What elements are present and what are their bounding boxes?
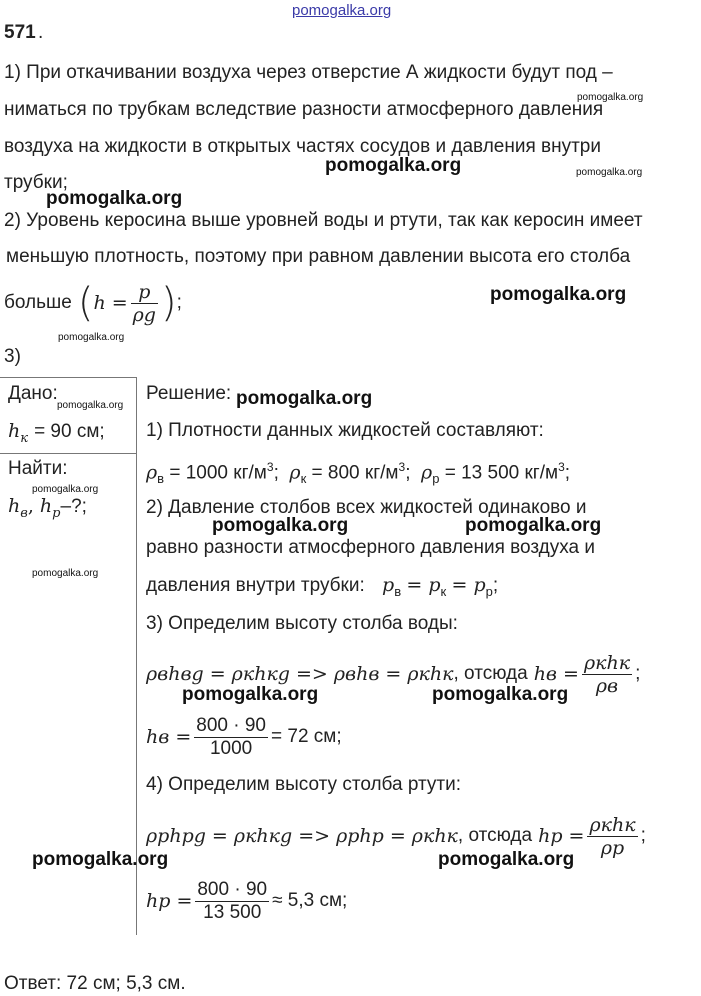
problem-number-dot: . — [38, 22, 44, 43]
find-values: $h_в$, $h_р-$?; — [8, 495, 87, 521]
watermark-top[interactable]: pomogalka.org — [292, 2, 392, 19]
part2-suffix: ; — [176, 292, 182, 313]
step4-calc-lhs: hр = — [146, 890, 193, 912]
formula-fraction — [131, 281, 158, 326]
watermark-big: pomogalka.org — [438, 849, 575, 870]
table-top-line — [0, 377, 136, 378]
paren-open: ( — [77, 280, 94, 326]
step3-fraction: $\frac{\text{ρкhк}}{\rho в}$ — [583, 651, 631, 697]
watermark-big: pomogalka.org — [325, 155, 462, 176]
watermark-small: pomogalka.org — [577, 92, 644, 103]
part3-label: 3) — [4, 346, 21, 367]
watermark-small: pomogalka.org — [57, 400, 124, 411]
part1-line2: ниматься по трубкам вследствие разности атмосферного давления — [4, 99, 604, 120]
step1: 1) Плотности данных жидкостей составляют: — [146, 420, 544, 441]
given-hk: $h_к = 90$ см; — [8, 420, 105, 446]
part1-line1: 1) При откачивании воздуха через отверстие А жидкости будут под – — [4, 62, 613, 83]
watermark-big: pomogalka.org — [490, 284, 627, 305]
part2-line2: меньшую плотность, поэтому при равном давлении высота его столба — [6, 246, 631, 267]
step4-calc-res: ≈ 5,3 см; — [272, 890, 348, 911]
watermark-big: pomogalka.org — [32, 849, 169, 870]
step2-line2: равно разности атмосферного давления воздуха и — [146, 537, 596, 558]
step2-line3: давления внутри трубки: $p_в = p_к = p_р$; — [146, 574, 499, 599]
densities-line: $\rho_в = 1000$ $кг/м^3$; $\rho_к = 800$ $кг/м^3$; $\rho_р = 13$ 500 $кг/м^3$; — [146, 460, 571, 487]
step3-calc-res: = 72 см; — [271, 726, 342, 747]
part1-line3: воздуха на жидкости в открытых частях сосудов и давления внутри — [4, 136, 601, 157]
watermark-small: pomogalka.org — [32, 484, 99, 495]
part2-line3 — [4, 278, 182, 328]
problem-number: 571 — [4, 22, 36, 43]
step4-fraction: $\frac{\text{ρкhк}}{\rho р}$ — [589, 813, 636, 859]
step3-calc-fraction: $\frac{800 \cdot 90}{1000}$ — [196, 714, 266, 759]
part2-prefix: больше — [4, 292, 72, 313]
step3-eq-left: ρвhвg = ρкhкg => ρвhв = ρкhк — [146, 663, 454, 685]
watermark-big: pomogalka.org — [46, 188, 183, 209]
step3-hv: hв = — [533, 663, 579, 685]
formula-num: p — [131, 281, 158, 304]
step4: 4) Определим высоту столба ртути: — [146, 774, 462, 795]
watermark-big: pomogalka.org — [432, 684, 569, 705]
step3-equation: ρвhвg = ρкhкg => ρвhв = ρкhк , отсюда hв = $\frac{\text{ρкhк}}{\rho в}$ ; — [146, 651, 641, 697]
watermark-small: pomogalka.org — [58, 332, 125, 343]
step2-line1: 2) Давление столбов всех жидкостей одинаково и — [146, 497, 587, 518]
watermark-big: pomogalka.org — [236, 388, 373, 409]
step4-eq-mid: , отсюда — [457, 825, 533, 846]
given-divider — [0, 453, 136, 454]
formula-lhs: h = — [93, 292, 128, 314]
step3-calc-lhs: hв = — [146, 726, 192, 748]
step3-calc — [146, 710, 342, 764]
part2-line1: 2) Уровень керосина выше уровней воды и ртути, так как керосин имеет — [4, 210, 643, 231]
step4-calc — [146, 874, 347, 928]
watermark-small: pomogalka.org — [32, 568, 99, 579]
step4-calc-fraction: $\frac{800 \cdot 90}{13 500}$ — [197, 878, 268, 923]
watermark-big: pomogalka.org — [182, 684, 319, 705]
step3-eq-mid: , отсюда — [453, 663, 528, 684]
find-label: Найти: — [8, 458, 68, 479]
solution-label: Решение: — [146, 383, 232, 404]
given-label: Дано: — [8, 383, 58, 404]
part1-line4: трубки; — [4, 172, 68, 193]
formula-den: ρg — [132, 303, 156, 326]
answer: Ответ: 72 см; 5,3 см. — [4, 973, 186, 994]
watermark-small: pomogalka.org — [576, 167, 643, 178]
step4-eq-left: ρрhрg = ρкhкg => ρрhр = ρкhк — [146, 825, 458, 847]
step4-equation: ρрhрg = ρкhкg => ρрhр = ρкhк , отсюда hр = $\frac{\text{ρкhк}}{\rho р}$ ; — [146, 813, 646, 859]
step3: 3) Определим высоту столба воды: — [146, 613, 458, 634]
paren-close: ) — [160, 280, 177, 326]
watermark-big: pomogalka.org — [465, 515, 602, 536]
watermark-big: pomogalka.org — [212, 515, 349, 536]
step4-hr: hр = — [538, 825, 585, 847]
